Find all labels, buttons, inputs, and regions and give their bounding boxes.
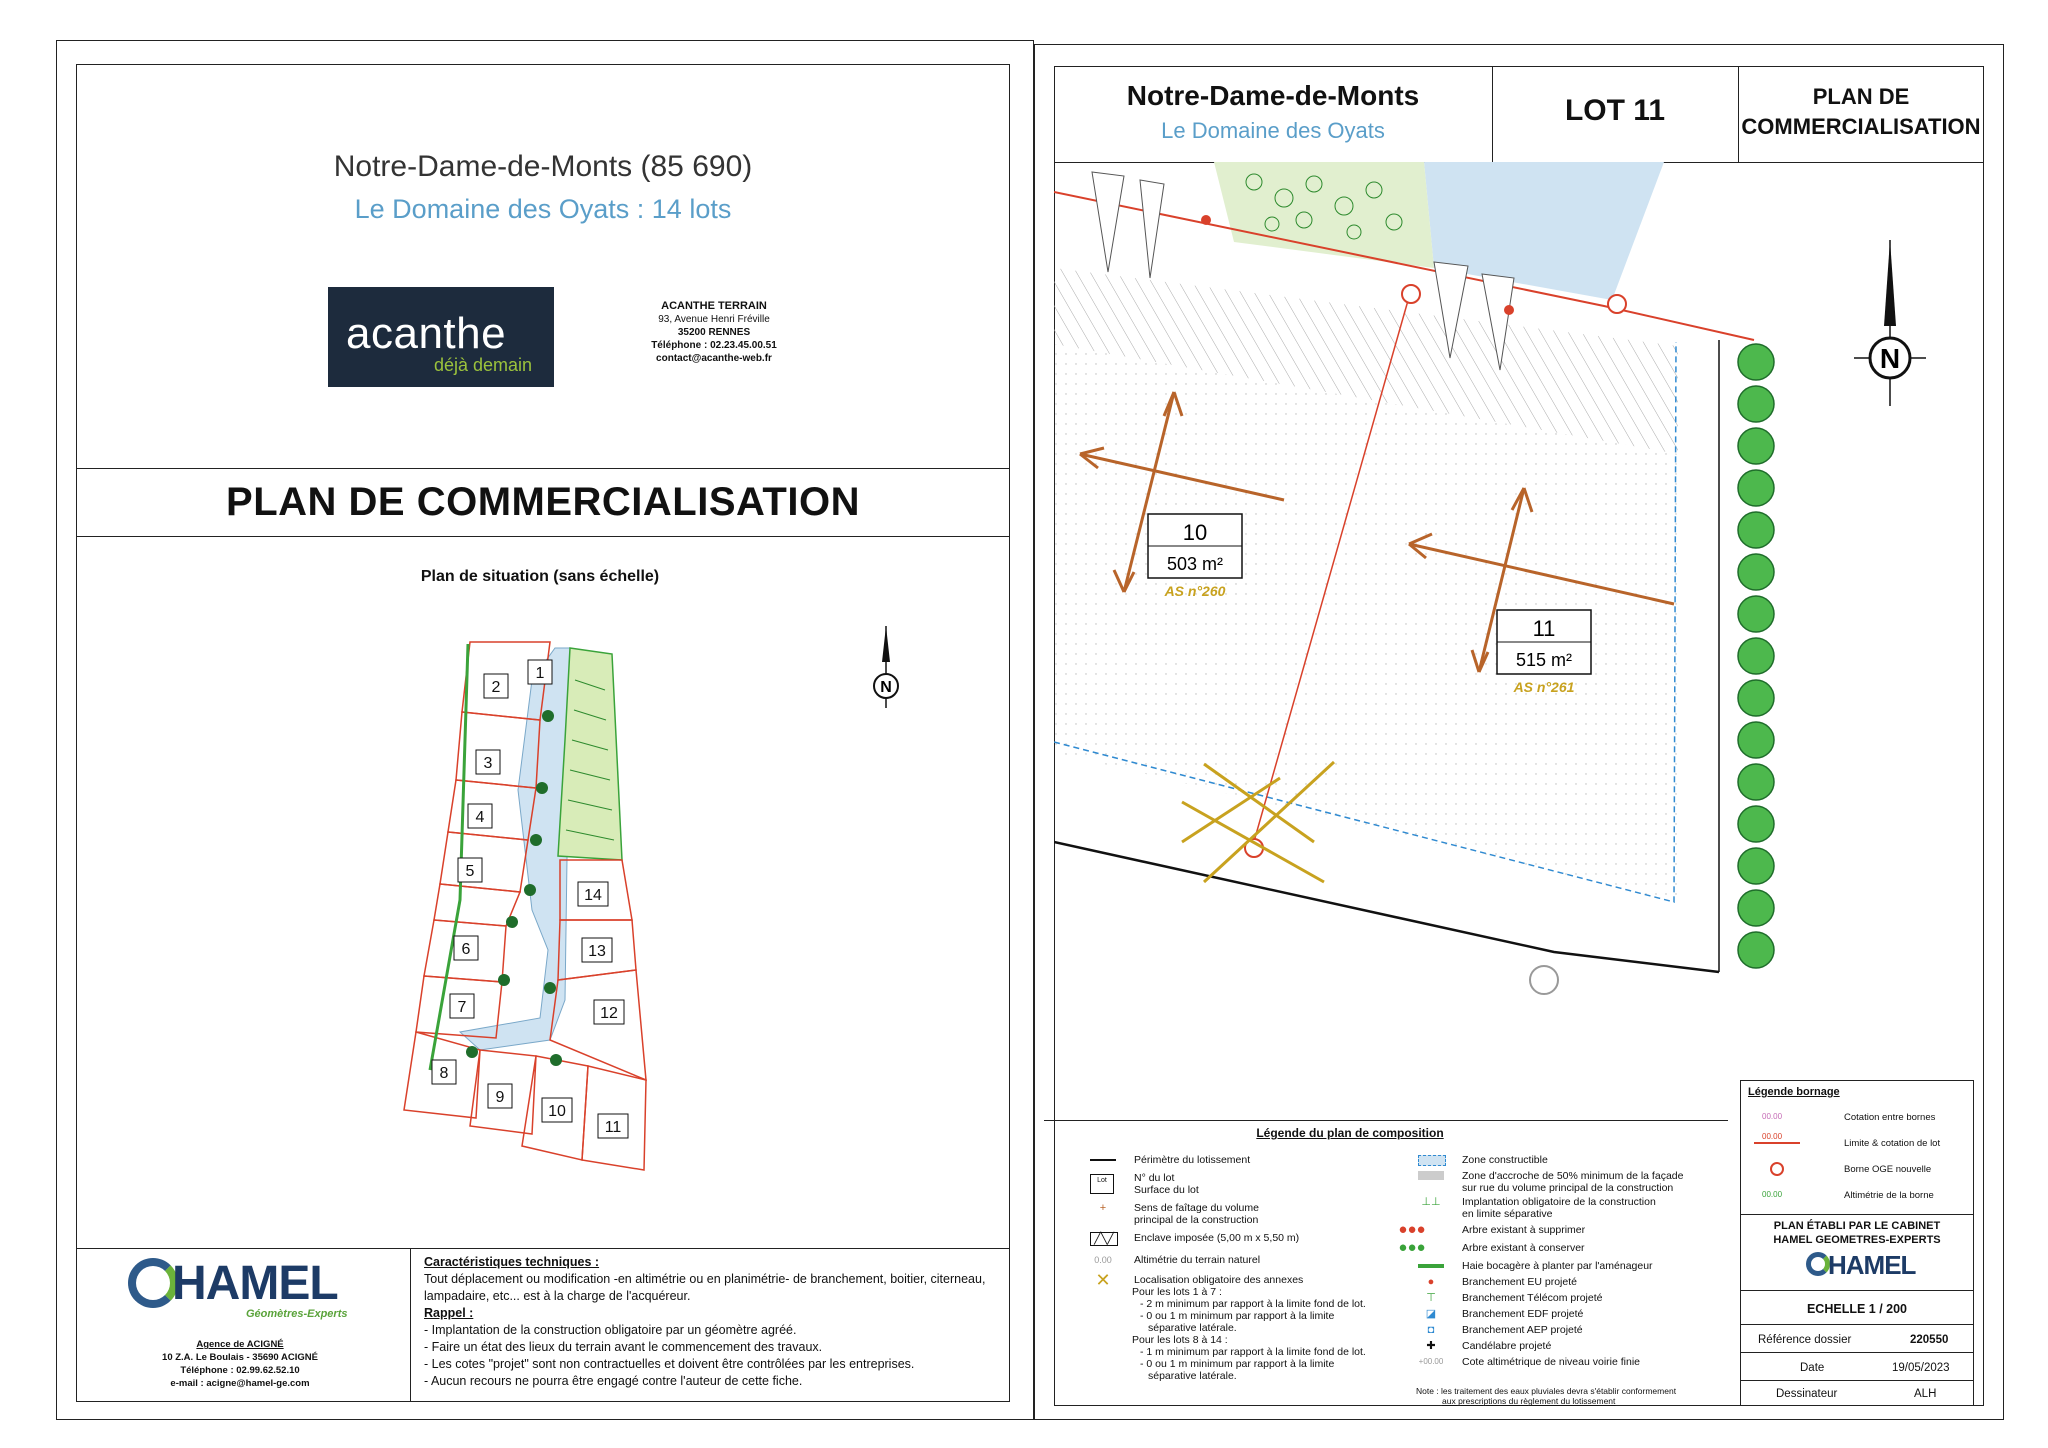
hamel-logo-left-mark [128,1258,178,1308]
acanthe-logo-tagline: déjà demain [434,355,533,375]
situation-lot-8 [432,1060,456,1084]
legend-lots8-14-c: séparative latérale. [1148,1370,1237,1382]
agency-phone: Téléphone : 02.99.62.52.10 [180,1365,300,1376]
svg-text:7: 7 [457,999,467,1016]
acanthe-email: contact@acanthe-web.fr [656,353,772,364]
header-plan-l2: COMMERCIALISATION [1741,114,1981,139]
situation-lot-12 [594,1000,624,1024]
rappel-4: - Aucun recours ne pourra être engagé contre l'auteur de cette fiche. [424,1374,803,1388]
situation-lot-7 [450,994,474,1018]
situation-lot-9 [488,1084,512,1108]
situation-lot-2 [484,674,508,698]
lot-plan [1054,162,1984,1120]
acanthe-address1: 93, Avenue Henri Fréville [658,314,770,325]
cabinet-hamel-logo [1806,1250,1916,1284]
header-project: Le Domaine des Oyats [1161,118,1385,143]
cabinet-sep-4 [1740,1352,1974,1353]
hamel-logo-left-tag: Géomètres-Experts [246,1308,348,1320]
situation-map [400,620,700,1180]
lot10-number: 10 [1182,520,1208,545]
svg-text:14: 14 [584,887,602,904]
svg-text:3: 3 [483,755,493,772]
lot10-as: AS n°260 [1164,583,1226,599]
legend-col1: Périmètre du lotissement Lot N° du lot Surface du lot + Sens de faîtage du volume principal de la construction ╱╲╱ Enclave imposée (5,00 m x 5,50 m) 0.00 Altimétrie du terrain naturel ✕ Localisation obligatoire des annexes Pour les lots 1 à 7 : - 2 m minimum par rapport à la limite fond de lot. - 0 ou 1 m minimum par rapport à la limite séparative latérale. Pour les lots 8 à 14 : - 1 m minimum par rapport à la limite fond de lot. - 0 ou 1 m minimum par rapport à la limite séparative latérale. [1090,1150,1430,1400]
cabinet-line2: HAMEL GEOMETRES-EXPERTS [1773,1234,1941,1246]
rappel-3: - Les cotes "projet" sont non contractuelles et doivent être contrôlées par les entreprises. [424,1357,915,1371]
svg-text:12: 12 [600,1005,618,1022]
svg-text:1: 1 [535,665,545,682]
header-lot: LOT 11 [1564,94,1666,127]
caract-text1: Tout déplacement ou modification -en altimétrie ou en planimétrie- de branchement, boitier, citerneau, [424,1272,986,1286]
divider-4 [410,1248,411,1402]
legend-composition-title: Légende du plan de composition [1256,1126,1444,1140]
legend-lots1-7-a: - 2 m minimum par rapport à la limite fond de lot. [1140,1298,1366,1310]
cabinet-line1: PLAN ÉTABLI PAR LE CABINET [1773,1220,1941,1232]
cabinet-sep-2 [1740,1290,1974,1291]
svg-text:4: 4 [475,809,485,826]
caracteristiques-block [424,1254,1004,1390]
left-north-arrow [866,622,906,712]
cabinet-dessinateur-value: ALH [1914,1388,1937,1400]
divider-2 [76,536,1010,537]
cabinet-sep-3 [1740,1324,1974,1325]
svg-text:9: 9 [495,1089,505,1106]
acanthe-logo-main: acanthe [346,309,507,358]
legend-lots1-7-c: séparative latérale. [1148,1322,1237,1334]
legend-lots8-14: Pour les lots 8 à 14 : [1132,1334,1228,1346]
agency-title: Agence de ACIGNÉ [196,1339,284,1350]
agency-block [140,1338,340,1390]
acanthe-address2: 35200 RENNES [677,327,751,338]
situation-lot-5 [458,858,482,882]
cabinet-date-value: 19/05/2023 [1892,1362,1950,1374]
situation-lot-11 [598,1114,628,1138]
svg-text:10: 10 [548,1103,566,1120]
legend-lots1-7: Pour les lots 1 à 7 : [1132,1286,1222,1298]
situation-lot-3 [476,750,500,774]
svg-text:5: 5 [465,863,475,880]
right-north-arrow [1852,236,1928,412]
divider-3 [76,1248,1010,1249]
acanthe-address [596,300,832,365]
acanthe-phone: Téléphone : 02.23.45.00.51 [651,340,777,351]
hamel-logo-left-text: HAMEL [172,1257,338,1310]
cabinet-date-label: Date [1800,1362,1825,1374]
hamel-logo-left [128,1256,368,1324]
left-north-label: N [880,679,892,696]
legend-bornage-title: Légende bornage [1748,1086,1840,1098]
svg-text:6: 6 [461,941,471,958]
left-commune: Notre-Dame-de-Monts (85 690) [333,150,753,183]
svg-text:2: 2 [491,679,501,696]
left-project: Le Domaine des Oyats : 14 lots [354,194,732,224]
cabinet-echelle: ECHELLE 1 / 200 [1806,1302,1908,1316]
legend-note-2: aux prescriptions du règlement du lotissement [1442,1396,1616,1406]
legend-lots8-14-a: - 1 m minimum par rapport à la limite fond de lot. [1140,1346,1366,1358]
divider-1 [76,468,1010,469]
cabinet-ref-label: Référence dossier [1758,1334,1852,1346]
lot11-number: 11 [1532,616,1556,641]
situation-lot-14 [578,882,608,906]
agency-email: e-mail : acigne@hamel-ge.com [170,1378,310,1389]
situation-lot-1 [528,660,552,684]
situation-green [558,648,622,860]
lot11-as: AS n°261 [1513,679,1575,695]
legend-bornage-list: 00.00 Cotation entre bornes 00.00 Limite & cotation de lot Borne OGE nouvelle 00.00 Altimétrie de la borne [1748,1108,1968,1220]
svg-text:13: 13 [588,943,606,960]
cabinet-sep-5 [1740,1380,1974,1381]
header-plan-l1: PLAN DE [1812,84,1910,109]
legend-lots1-7-b: - 0 ou 1 m minimum par rapport à la limite [1140,1310,1335,1322]
caract-title: Caractéristiques techniques : [424,1255,600,1269]
left-main-title: PLAN DE COMMERCIALISATION [226,480,860,524]
rappel-title: Rappel : [424,1306,474,1320]
situation-title: Plan de situation (sans échelle) [420,568,660,585]
lot11-area: 515 m² [1515,650,1573,670]
svg-text:8: 8 [439,1065,449,1082]
situation-lot-10 [542,1098,572,1122]
situation-lot-13 [582,938,612,962]
agency-address: 10 Z.A. Le Boulais - 35690 ACIGNÉ [162,1352,318,1363]
acanthe-company: ACANTHE TERRAIN [661,300,767,312]
situation-lot-4 [468,804,492,828]
legend-col2: Zone constructible Zone d'accroche de 50% minimum de la façade sur rue du volume principal de la construction ⊥⊥ Implantation obligatoire de la construction en limite séparative ●●● Arbre existant à supprimer ●●● Arbre existant à conserver Haie bocagère à planter par l'aménageur ● Branchement EU projeté ⊤ Branchement Télécom projeté ◪ Branchement EDF projeté ◘ Branchement AEP projeté ✚ Candélabre projeté +00.00 Cote altimétrique de niveau voirie finie [1398,1154,1684,1368]
cabinet-ref-value: 220550 [1910,1334,1949,1346]
lot10-area: 503 m² [1166,554,1224,574]
right-north-label: N [1879,343,1901,374]
cabinet-sep-1 [1740,1214,1974,1215]
legend-lots8-14-b: - 0 ou 1 m minimum par rapport à la limite [1140,1358,1335,1370]
legend-composition-top [1044,1120,1728,1121]
rappel-1: - Implantation de la construction obligatoire par un géomètre agréé. [424,1323,797,1337]
caract-text2: lampadaire, etc... est à la charge de l'acquéreur. [424,1289,691,1303]
legend-note [1416,1386,1726,1406]
svg-text:11: 11 [604,1119,622,1136]
legend-note-1: Note : les traitement des eaux pluviales devra s'établir conformement [1416,1386,1677,1396]
cabinet-dessinateur-label: Dessinateur [1776,1388,1838,1400]
situation-lot-6 [454,936,478,960]
cabinet-hamel-text: HAMEL [1828,1250,1916,1280]
rappel-2: - Faire un état des lieux du terrain avant le commencement des travaux. [424,1340,823,1354]
acanthe-logo [328,287,554,387]
header-commune: Notre-Dame-de-Monts [1126,80,1420,111]
